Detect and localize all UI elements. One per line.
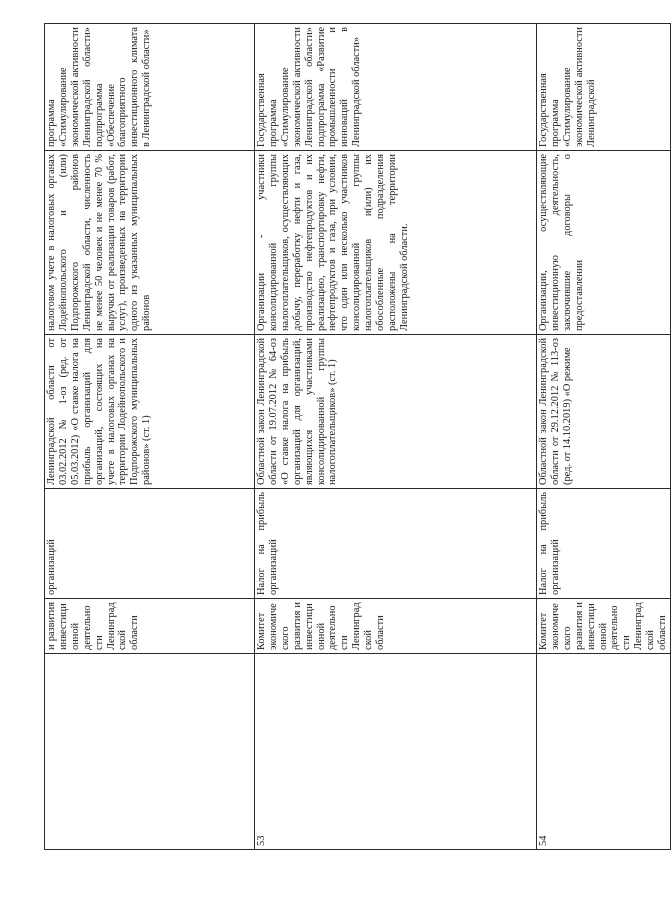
law-cell xyxy=(537,335,671,489)
table-row xyxy=(255,24,537,850)
program-text: программа «Стимулирование экономической активности Ленинградской области» подпрограмма «Обеспечение благоприятного инвестиционного климата в Ленинградской области» xyxy=(46,27,153,147)
executor-text: Комитет экономического развития и инвестиционной деятельности Ленинградской области xyxy=(256,602,387,650)
law-text: Ленинградской области от 03.02.2012 № 1-оз (ред. от 05.03.2012) «О ставке налога на прибыль организаций для организаций, состоящих на учете в налоговых органах на территории Лодейнопольского и Подпорожского муниципальных районов» (ст. 1) xyxy=(46,338,153,485)
law-text: Областной закон Ленинградской области от 29.12.2012 № 113-оз (ред. от 14.10.2019) «О режиме xyxy=(538,338,573,485)
executor-cell xyxy=(45,599,255,654)
rotated-table-wrapper xyxy=(44,24,669,850)
tax-cell xyxy=(255,489,537,599)
recipients-text: Организации, осуществляющие инвестиционную деятельность, заключившие договоры о предоставлении xyxy=(538,154,585,331)
program-text: Государственная программа «Стимулирование экономической активности Ленинградской области» подпрограмма «Развитие промышленности и инноваций в Ленинградской области» xyxy=(256,27,363,147)
executor-cell xyxy=(537,599,671,654)
recipients-cell xyxy=(255,151,537,335)
program-cell xyxy=(537,24,671,151)
program-cell xyxy=(45,24,255,151)
executor-cell xyxy=(255,599,537,654)
executor-text: и развития инвестиционной деятельности Ленинградской области xyxy=(46,602,141,650)
tax-text: организаций xyxy=(46,539,57,595)
table-row xyxy=(45,24,255,850)
recipients-text: Организации - участники консолидированной группы налогоплательщиков, осуществляющих добычу, переработку нефти и газа, производство нефтепродуктов и их реализацию, транспортировку нефти, нефтепродуктов и газа, при условии, что один или несколько участников консолидированной группы налогоплательщиков и(или) их обособленные подразделения расположены на территории Ленинградской области. xyxy=(256,154,410,331)
tax-text: Налог на прибыль организаций xyxy=(256,492,279,595)
executor-text: Комитет экономического развития и инвестиционной деятельности Ленинградской области xyxy=(538,602,669,650)
table-row xyxy=(537,24,671,850)
row-number: 53 xyxy=(255,654,537,850)
law-text: Областной закон Ленинградской области от 19.07.2012 № 64-оз «О ставке налога на прибыль организаций для организаций, являющихся участниками консолидированной группы налогоплательщиков» (ст. 1) xyxy=(256,338,339,485)
row-number: 54 xyxy=(537,654,671,850)
recipients-cell xyxy=(537,151,671,335)
tax-cell xyxy=(45,489,255,599)
recipients-text: налоговом учете в налоговых органах Лодейнопольского и (или) Подпорожского районов Ленинградской области, численность не менее 50 человек и не менее 70 % выручки от реализации товаров (работ, услуг), произведенных на территории одного из указанных муниципальных районов xyxy=(46,154,153,331)
tax-text: Налог на прибыль организаций xyxy=(538,492,561,595)
program-cell xyxy=(255,24,537,151)
tax-cell xyxy=(537,489,671,599)
law-cell xyxy=(45,335,255,489)
row-number xyxy=(45,654,255,850)
program-text: Государственная программа «Стимулирование экономической активности Ленинградской xyxy=(538,27,597,147)
law-cell xyxy=(255,335,537,489)
tax-benefits-table xyxy=(44,23,671,850)
recipients-cell xyxy=(45,151,255,335)
